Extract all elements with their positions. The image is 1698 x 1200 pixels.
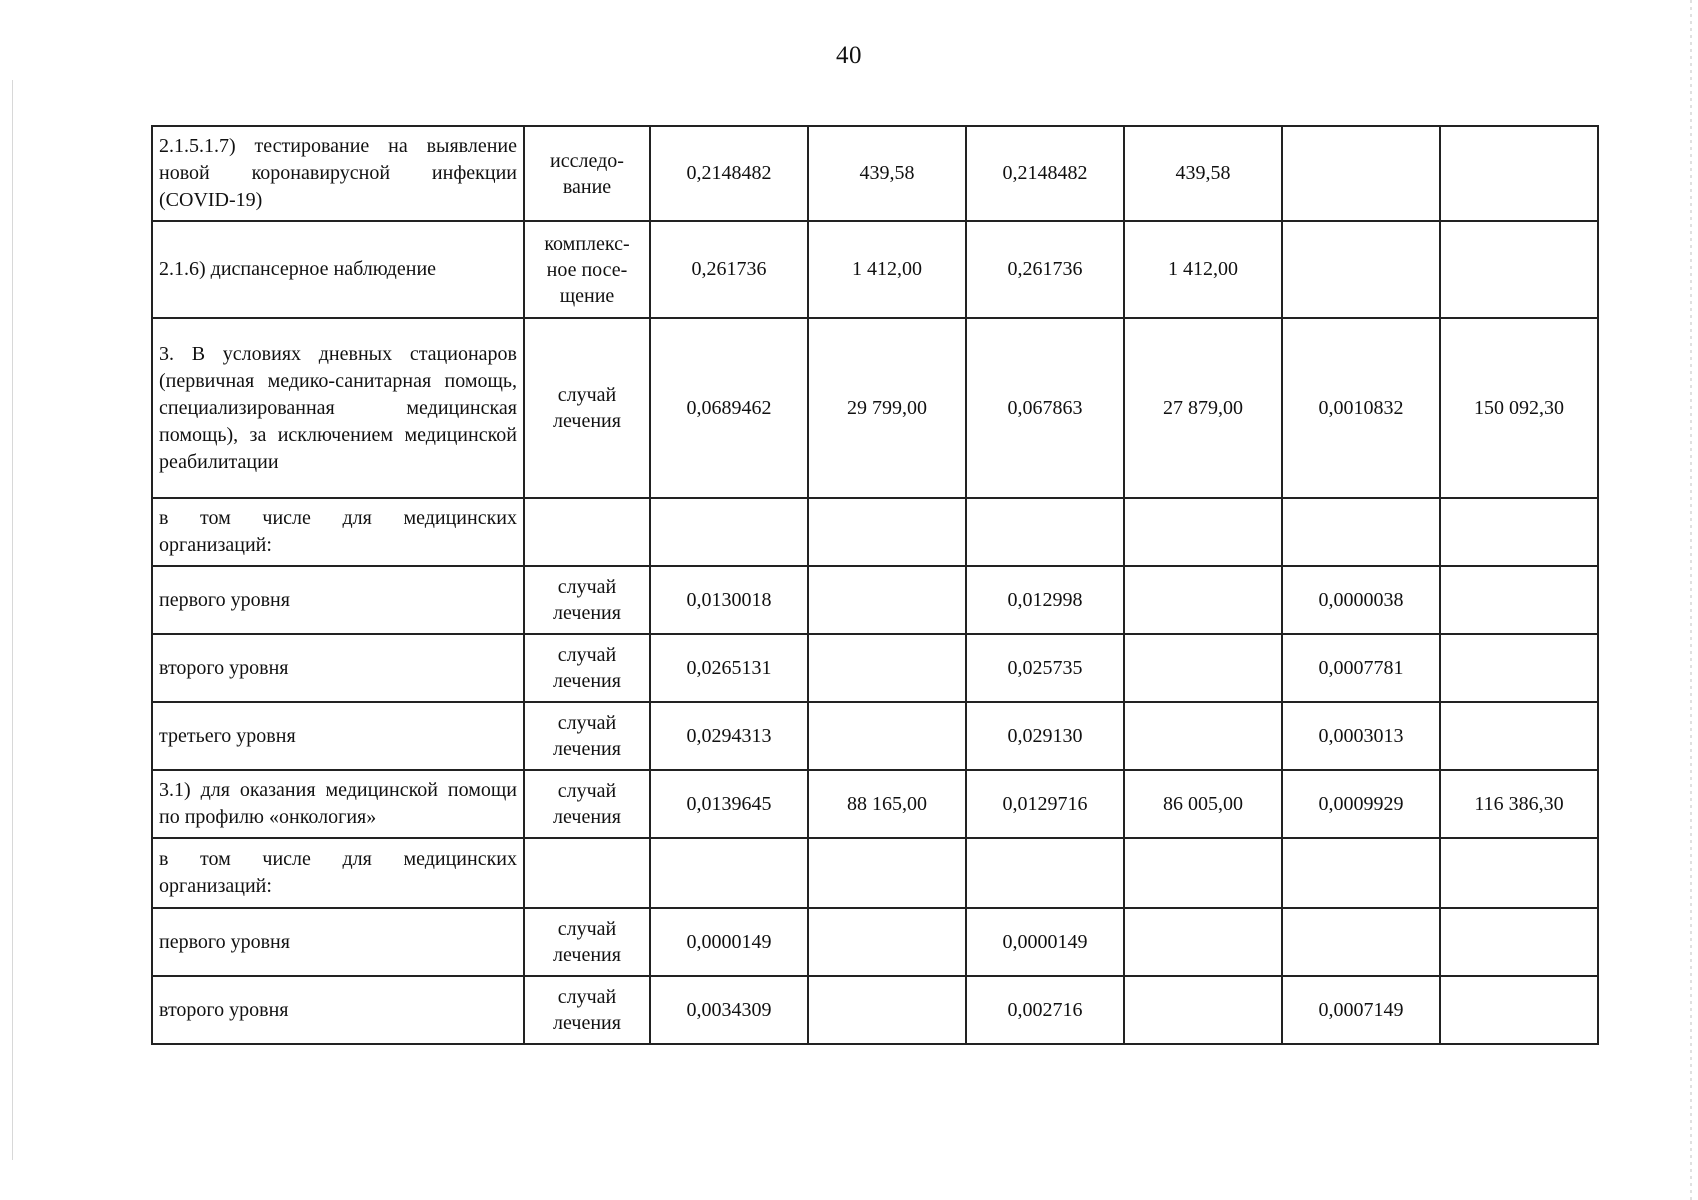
value-cell-6 <box>1440 908 1598 976</box>
value-cell-6 <box>1440 126 1598 221</box>
financing-standards-table <box>151 125 1599 1045</box>
value-cell-3: 0,029130 <box>966 702 1124 770</box>
table-row <box>152 702 1598 770</box>
value-cell-5 <box>1282 838 1440 908</box>
row-name-cell: первого уровня <box>152 908 524 976</box>
value-cell-2: 29 799,00 <box>808 318 966 498</box>
value-cell-2: 88 165,00 <box>808 770 966 838</box>
unit-cell: случай лечения <box>524 908 650 976</box>
value-cell-3 <box>966 498 1124 566</box>
value-cell-4: 1 412,00 <box>1124 221 1282 318</box>
value-cell-4 <box>1124 702 1282 770</box>
value-cell-3 <box>966 838 1124 908</box>
value-cell-1: 0,2148482 <box>650 126 808 221</box>
table-body <box>152 126 1598 1044</box>
value-cell-6 <box>1440 221 1598 318</box>
row-name-cell: 2.1.6) диспансерное наблюдение <box>152 221 524 318</box>
value-cell-1 <box>650 838 808 908</box>
value-cell-1: 0,0294313 <box>650 702 808 770</box>
value-cell-4 <box>1124 908 1282 976</box>
value-cell-1: 0,0034309 <box>650 976 808 1044</box>
value-cell-2: 439,58 <box>808 126 966 221</box>
value-cell-4: 86 005,00 <box>1124 770 1282 838</box>
table-row <box>152 838 1598 908</box>
value-cell-3: 0,025735 <box>966 634 1124 702</box>
table-row <box>152 318 1598 498</box>
value-cell-2 <box>808 566 966 634</box>
unit-cell: исследо-вание <box>524 126 650 221</box>
value-cell-3: 0,0129716 <box>966 770 1124 838</box>
value-cell-6 <box>1440 566 1598 634</box>
table-row <box>152 126 1598 221</box>
unit-cell: случай лечения <box>524 702 650 770</box>
value-cell-4 <box>1124 566 1282 634</box>
value-cell-6 <box>1440 634 1598 702</box>
unit-cell: случай лечения <box>524 976 650 1044</box>
value-cell-3: 0,2148482 <box>966 126 1124 221</box>
value-cell-5: 0,0007149 <box>1282 976 1440 1044</box>
scan-left-edge <box>12 80 13 1160</box>
table-row <box>152 566 1598 634</box>
value-cell-5: 0,0000038 <box>1282 566 1440 634</box>
table-row <box>152 908 1598 976</box>
row-name-cell: 3. В условиях дневных стационаров (первичная медико-санитарная помощь, специализированная медицинская помощь), за исключением медицинской реабилитации <box>152 318 524 498</box>
value-cell-4 <box>1124 498 1282 566</box>
value-cell-4 <box>1124 976 1282 1044</box>
unit-cell: комплекс-ное посе-щение <box>524 221 650 318</box>
row-name-cell: второго уровня <box>152 634 524 702</box>
value-cell-6 <box>1440 702 1598 770</box>
row-name-cell: 3.1) для оказания медицинской помощи по профилю «онкология» <box>152 770 524 838</box>
value-cell-2 <box>808 702 966 770</box>
value-cell-1: 0,0139645 <box>650 770 808 838</box>
value-cell-5: 0,0010832 <box>1282 318 1440 498</box>
value-cell-5: 0,0007781 <box>1282 634 1440 702</box>
unit-cell <box>524 498 650 566</box>
row-name-cell: третьего уровня <box>152 702 524 770</box>
table-row <box>152 770 1598 838</box>
value-cell-2 <box>808 498 966 566</box>
value-cell-6 <box>1440 976 1598 1044</box>
unit-cell: случай лечения <box>524 566 650 634</box>
unit-cell: случай лечения <box>524 634 650 702</box>
value-cell-5 <box>1282 908 1440 976</box>
value-cell-2 <box>808 976 966 1044</box>
value-cell-3: 0,261736 <box>966 221 1124 318</box>
value-cell-2 <box>808 838 966 908</box>
value-cell-6: 116 386,30 <box>1440 770 1598 838</box>
value-cell-1: 0,0130018 <box>650 566 808 634</box>
value-cell-3: 0,0000149 <box>966 908 1124 976</box>
unit-cell <box>524 838 650 908</box>
page-number: 40 <box>836 42 862 69</box>
value-cell-6: 150 092,30 <box>1440 318 1598 498</box>
value-cell-5: 0,0003013 <box>1282 702 1440 770</box>
row-name-cell: первого уровня <box>152 566 524 634</box>
row-name-cell: 2.1.5.1.7) тестирование на выявление новой коронавирусной инфекции (COVID-19) <box>152 126 524 221</box>
unit-cell: случай лечения <box>524 318 650 498</box>
value-cell-1: 0,0265131 <box>650 634 808 702</box>
value-cell-4: 439,58 <box>1124 126 1282 221</box>
value-cell-2 <box>808 634 966 702</box>
table-row <box>152 634 1598 702</box>
row-name-cell: второго уровня <box>152 976 524 1044</box>
value-cell-5: 0,0009929 <box>1282 770 1440 838</box>
value-cell-3: 0,002716 <box>966 976 1124 1044</box>
value-cell-2 <box>808 908 966 976</box>
scan-right-edge <box>1690 0 1692 1200</box>
value-cell-5 <box>1282 126 1440 221</box>
table-row <box>152 221 1598 318</box>
value-cell-3: 0,012998 <box>966 566 1124 634</box>
value-cell-4 <box>1124 838 1282 908</box>
value-cell-6 <box>1440 498 1598 566</box>
value-cell-3: 0,067863 <box>966 318 1124 498</box>
unit-cell: случай лечения <box>524 770 650 838</box>
value-cell-4 <box>1124 634 1282 702</box>
row-name-cell: в том числе для медицинских организаций: <box>152 498 524 566</box>
value-cell-5 <box>1282 221 1440 318</box>
table-row <box>152 976 1598 1044</box>
value-cell-4: 27 879,00 <box>1124 318 1282 498</box>
value-cell-1: 0,0689462 <box>650 318 808 498</box>
row-name-cell: в том числе для медицинских организаций: <box>152 838 524 908</box>
value-cell-2: 1 412,00 <box>808 221 966 318</box>
value-cell-1: 0,261736 <box>650 221 808 318</box>
table-row <box>152 498 1598 566</box>
value-cell-6 <box>1440 838 1598 908</box>
value-cell-1: 0,0000149 <box>650 908 808 976</box>
value-cell-5 <box>1282 498 1440 566</box>
value-cell-1 <box>650 498 808 566</box>
